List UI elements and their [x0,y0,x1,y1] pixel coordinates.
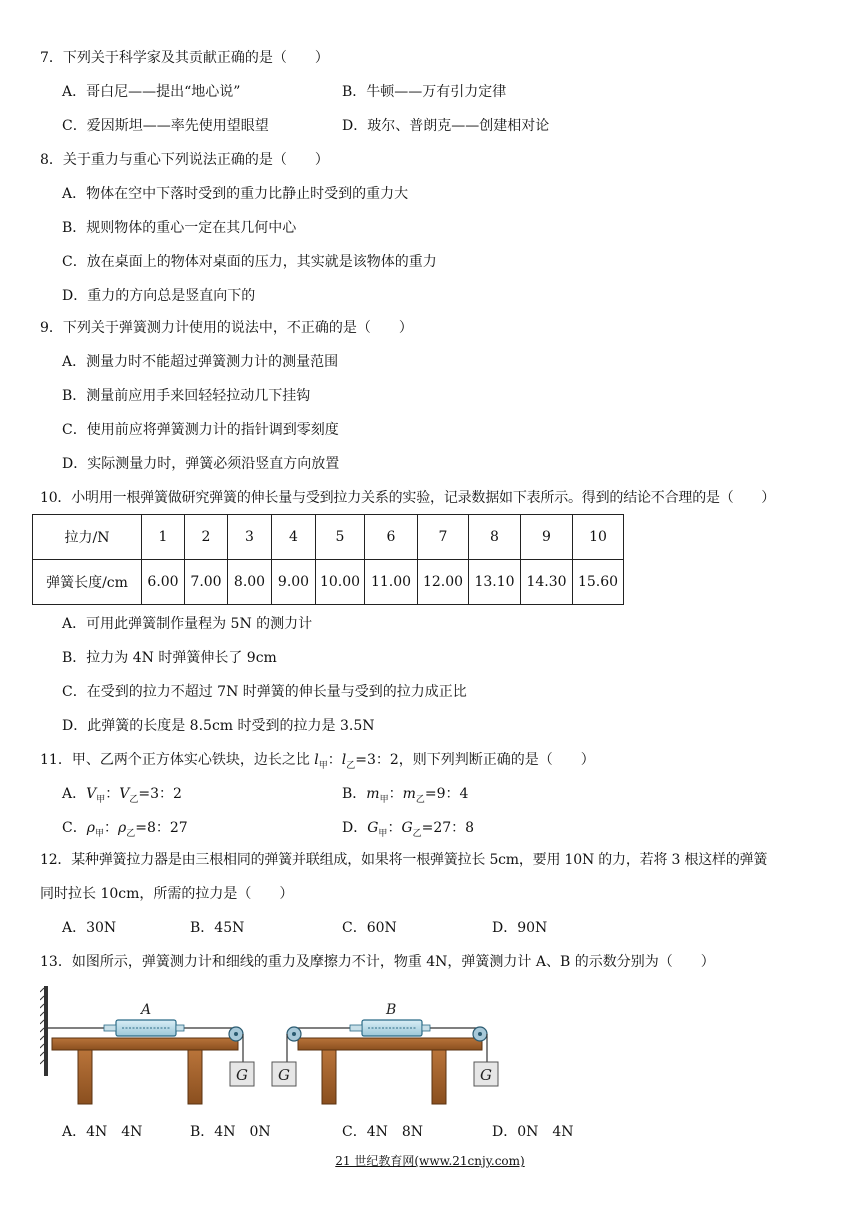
footer-link[interactable]: 21 世纪教育网(www.21cnjy.com) [335,1154,525,1168]
pulley-right-b [473,1027,487,1041]
colon: ： [388,786,403,802]
table-right [298,1038,482,1104]
table-cell: 10.00 [316,560,365,605]
table-cell: 1 [142,515,185,560]
table-cell: 14.30 [521,560,573,605]
spring-scale-b [350,1020,430,1036]
weight-label: G [236,1066,248,1084]
option-letter: A． [62,786,87,802]
table-cell: 12.00 [418,560,469,605]
q9-option-a: A．测量力时不能超过弹簧测力计的测量范围 [62,354,339,370]
weight-label: G [480,1066,492,1084]
var: m [402,786,416,802]
q12-stem-line2: 同时拉长 10cm，所需的拉力是（ ） [40,886,294,902]
subscript: 乙 [346,760,356,771]
var-l: l [314,752,319,768]
var: ρ [117,820,127,836]
q11-option-a [62,784,182,810]
colon: ： [387,820,402,836]
q11-stem [40,750,595,776]
table-header-length: 弹簧长度/cm [33,560,142,605]
q10-option-c: C．在受到的拉力不超过 7N 时弹簧的伸长量与受到的拉力成正比 [62,684,467,700]
q12-stem-line1: 12．某种弹簧拉力器是由三根相同的弹簧并联组成，如果将一根弹簧拉长 5cm，要用 10N 的力，若将 3 根这样的弹簧 [40,852,768,868]
option-letter: B． [342,786,367,802]
var: m [366,786,380,802]
ratio: =8：27 [135,820,188,836]
table-cell: 5 [316,515,365,560]
table-row [33,515,624,560]
weight-g-b-left [272,1062,296,1086]
q7-stem: 7．下列关于科学家及其贡献正确的是（ ） [40,50,329,66]
q8-option-c: C．放在桌面上的物体对桌面的压力，其实就是该物体的重力 [62,254,437,270]
table-cell: 3 [228,515,272,560]
weight-label: G [278,1066,290,1084]
table-cell: 9.00 [272,560,316,605]
q7-option-b: B．牛顿——万有引力定律 [342,84,507,100]
table-cell: 15.60 [573,560,624,605]
table-cell: 8.00 [228,560,272,605]
subscript: 甲 [318,760,328,771]
q12-option-d: D．90N [492,920,548,936]
table-row [33,560,624,605]
var: G [367,820,379,836]
q12-option-a: A．30N [62,920,117,936]
ratio: =3：2 [138,786,182,802]
q12-option-c: C．60N [342,920,397,936]
table-cell: 11.00 [365,560,418,605]
label-a: A [141,1002,152,1018]
q13-option-c: C．4N 8N [342,1124,424,1140]
q11-stem-text: =3：2，则下列判断正确的是（ ） [355,752,595,768]
q13-option-d: D．0N 4N [492,1124,574,1140]
q13-stem: 13．如图所示，弹簧测力计和细线的重力及摩擦力不计，物重 4N，弹簧测力计 A、B 的示数分别为（ ） [40,954,715,970]
q10-option-a: A．可用此弹簧制作量程为 5N 的测力计 [62,616,313,632]
subscript: 乙 [126,828,136,839]
colon: ： [327,752,342,768]
table-header-force: 拉力/N [33,515,142,560]
q7-option-d: D．玻尔、普朗克——创建相对论 [342,118,550,134]
q13-option-b: B．4N 0N [190,1124,271,1140]
var: G [401,820,413,836]
q11-option-c [62,818,188,844]
spring-data-table [32,514,624,605]
weight-g-b-right [474,1062,498,1086]
subscript: 甲 [96,794,106,805]
q8-option-b: B．规则物体的重心一定在其几何中心 [62,220,297,236]
subscript: 甲 [379,794,389,805]
q9-option-b: B．测量前应用手来回轻轻拉动几下挂钩 [62,388,311,404]
table-cell: 7 [418,515,469,560]
var: V [86,786,97,802]
var: ρ [86,820,95,836]
subscript: 乙 [415,794,425,805]
var: V [119,786,130,802]
ratio: =27：8 [421,820,475,836]
q8-option-d: D．重力的方向总是竖直向下的 [62,288,256,304]
table-left [52,1038,238,1104]
option-letter: C． [62,820,87,836]
q7-option-a: A．哥白尼——提出“地心说” [62,84,241,100]
q11-option-b [342,784,468,810]
q9-option-c: C．使用前应将弹簧测力计的指针调到零刻度 [62,422,339,438]
q11-option-d [342,818,474,844]
q9-option-d: D．实际测量力时，弹簧必须沿竖直方向放置 [62,456,340,472]
wall [40,986,48,1076]
label-b: B [386,1002,397,1018]
option-letter: D． [342,820,368,836]
spring-scale-figure [40,982,520,1112]
q10-option-b: B．拉力为 4N 时弹簧伸长了 9cm [62,650,277,666]
subscript: 甲 [94,828,104,839]
subscript: 乙 [129,794,139,805]
q10-stem: 10．小明用一根弹簧做研究弹簧的伸长量与受到拉力关系的实验，记录数据如下表所示。得到的结论不合理的是（ ） [40,490,776,506]
table-cell: 6 [365,515,418,560]
colon: ： [103,820,118,836]
table-cell: 13.10 [469,560,521,605]
pulley-left-b [287,1027,301,1041]
table-cell: 2 [185,515,228,560]
q7-option-c: C．爱因斯坦——率先使用望眼望 [62,118,269,134]
q13-option-a: A．4N 4N [62,1124,143,1140]
weight-g-a [230,1062,254,1086]
table-cell: 9 [521,515,573,560]
table-cell: 4 [272,515,316,560]
q8-option-a: A．物体在空中下落时受到的重力比静止时受到的重力大 [62,186,409,202]
table-cell: 7.00 [185,560,228,605]
pulley-right-a [229,1027,243,1041]
table-cell: 10 [573,515,624,560]
q8-stem: 8．关于重力与重心下列说法正确的是（ ） [40,152,329,168]
q12-option-b: B．45N [190,920,245,936]
ratio: =9：4 [424,786,469,802]
spring-scale-a [104,1020,184,1036]
table-cell: 6.00 [142,560,185,605]
colon: ： [105,786,120,802]
subscript: 甲 [378,828,388,839]
subscript: 乙 [412,828,422,839]
q10-option-d: D．此弹簧的长度是 8.5cm 时受到的拉力是 3.5N [62,718,375,734]
q9-stem: 9．下列关于弹簧测力计使用的说法中，不正确的是（ ） [40,320,413,336]
var-l: l [341,752,347,768]
q11-stem-text: 11．甲、乙两个正方体实心铁块，边长之比 [40,752,315,768]
table-cell: 8 [469,515,521,560]
